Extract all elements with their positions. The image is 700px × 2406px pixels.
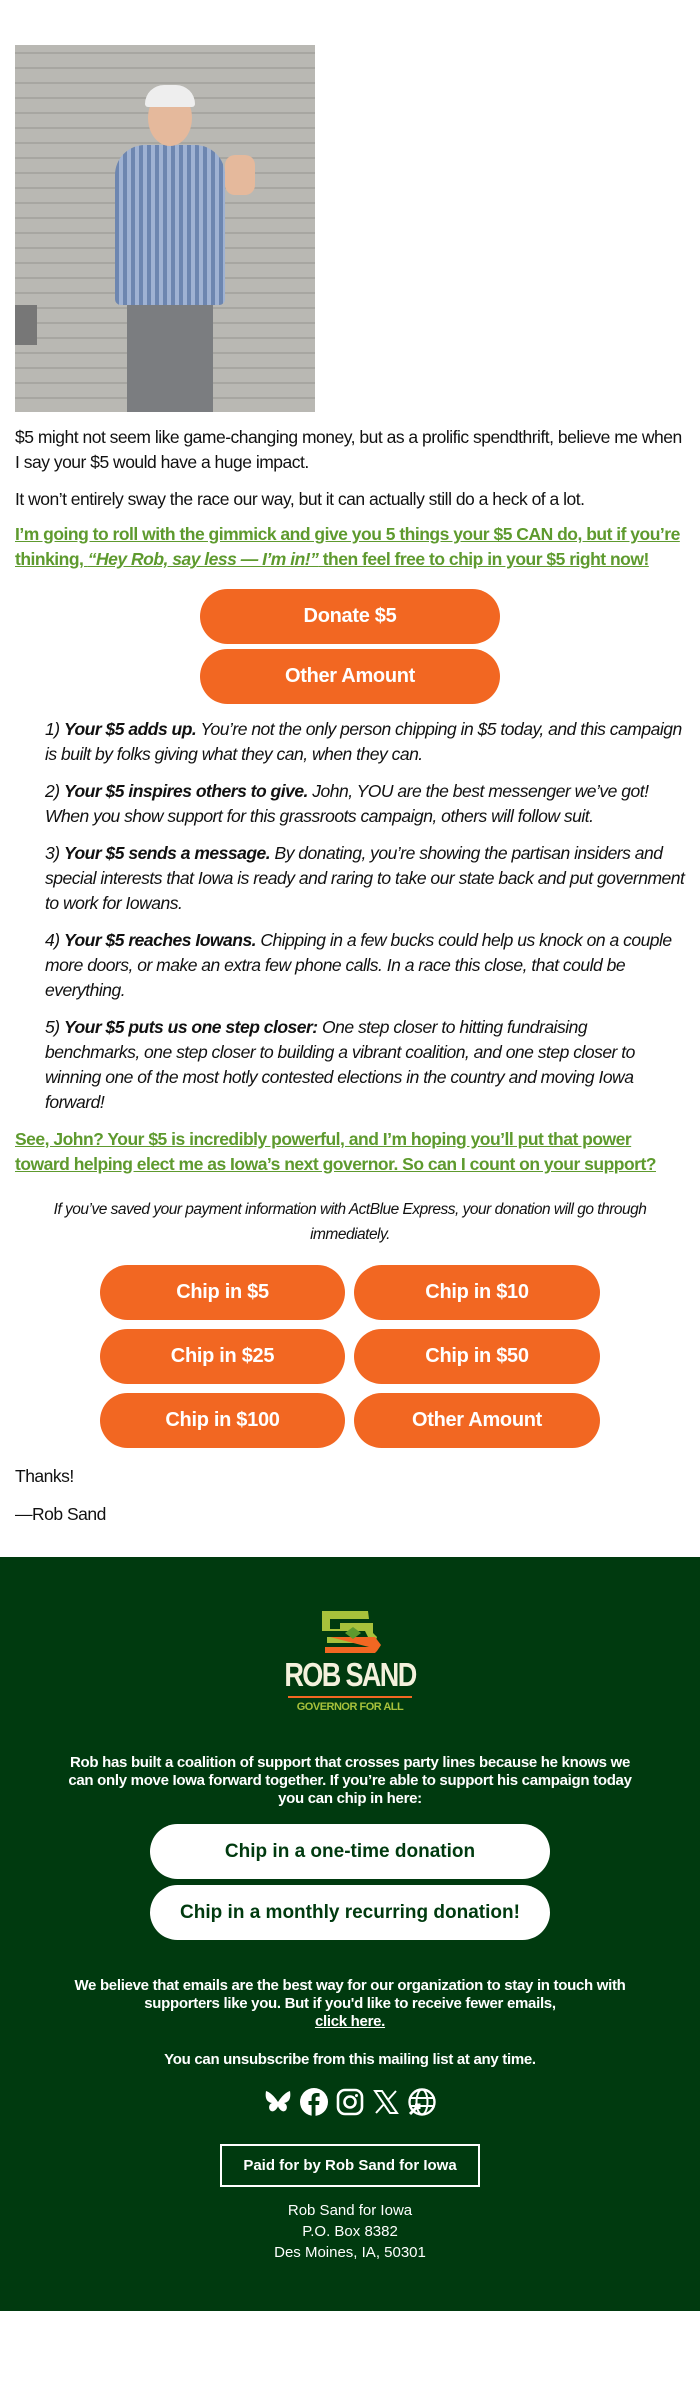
signature: —Rob Sand [15,1504,106,1524]
instagram-icon[interactable] [335,2087,365,2117]
link-quote[interactable]: “Hey Rob, say less — I’m in!” [87,549,319,569]
logo-name: ROB SAND [284,1656,416,1693]
address-line: Des Moines, IA, 50301 [274,2244,426,2261]
logo-arrow-line [288,1696,412,1698]
logo-tagline: GOVERNOR FOR ALL [296,1701,404,1713]
list-item: 4) Your $5 reaches Iowans. Chipping in a few bucks could help us knock on a couple more doors, or make an extra few phone calls. In a race this close, that could be everything. [45,930,672,1000]
emails-text: We believe that emails are the best way for our organization to stay in touch with supporters like you. But if you'd like to receive fewer emails, click here. [74,1977,626,2030]
social-icons [263,2087,437,2119]
one-time-donation-button[interactable]: Chip in a one-time donation [150,1824,550,1879]
actblue-note: If you’ve saved your payment information with ActBlue Express, your donation will go through immediately. [53,1201,647,1243]
monthly-donation-button[interactable]: Chip in a monthly recurring donation! [150,1885,550,1940]
intro-paragraph-1: $5 might not seem like game-changing money, but as a prolific spendthrift, believe me when I say your $5 would have a huge impact. [15,427,682,472]
candidate-photo [15,45,315,412]
footer [0,1557,700,2311]
chip-25-button[interactable]: Chip in $25 [100,1329,345,1384]
list-item: 3) Your $5 sends a message. By donating, you’re showing the partisan insiders and special interests that Iowa is ready and raring to take our state back and put government to work for Iowans. [45,843,685,913]
five-things-list [45,717,685,1115]
fewer-emails-link[interactable]: click here. [314,2013,386,2030]
chip-in-buttons [100,1265,600,1448]
list-item: 1) Your $5 adds up. You’re not the only person chipping in $5 today, and this campaign is built by folks giving what they can, when they can. [45,719,682,764]
gimmick-link[interactable] [15,522,685,572]
chip-10-button[interactable]: Chip in $10 [354,1265,600,1320]
mailing-address [200,2200,500,2263]
x-icon[interactable] [371,2087,401,2117]
link-text-end[interactable]: then feel free to chip in your $5 right now! [318,549,649,569]
donate-5-button[interactable]: Donate $5 [200,589,500,644]
link-text[interactable]: I’m going to roll with the gimmick and give you 5 things your $5 CAN do, but if you’re thinking, [15,524,680,569]
chip-5-button[interactable]: Chip in $5 [100,1265,345,1320]
chip-50-button[interactable]: Chip in $50 [354,1329,600,1384]
other-amount-button[interactable]: Other Amount [200,649,500,704]
top-donate-buttons [200,589,500,704]
website-icon[interactable] [407,2087,437,2117]
unsubscribe-text[interactable]: You can unsubscribe from this mailing list at any time. [164,2051,536,2068]
paid-for-disclaimer: Paid for by Rob Sand for Iowa [220,2144,480,2187]
logo-mark-icon [285,1609,415,1655]
support-link[interactable]: See, John? Your $5 is incredibly powerful, and I’m hoping you’ll put that power toward helping elect me as Iowa’s next governor. So can I count on your support? [15,1129,656,1174]
chip-other-button[interactable]: Other Amount [354,1393,600,1448]
chip-100-button[interactable]: Chip in $100 [100,1393,345,1448]
address-line: P.O. Box 8382 [302,2223,398,2240]
intro-paragraph-2: It won’t entirely sway the race our way, but it can actually still do a heck of a lot. [15,489,585,509]
address-line: Rob Sand for Iowa [287,2202,413,2219]
list-item: 5) Your $5 puts us one step closer: One step closer to hitting fundraising benchmarks, one step closer to building a vibrant coalition, and one step closer to winning one of the most hotly contested elections in the country and moving Iowa forward! [45,1017,635,1112]
rob-sand-logo [285,1609,415,1714]
facebook-icon[interactable] [299,2087,329,2117]
list-item: 2) Your $5 inspires others to give. John, YOU are the best messenger we’ve got! When you show support for this grassroots campaign, others will follow suit. [45,781,649,826]
coalition-text: Rob has built a coalition of support that crosses party lines because he knows we can only move Iowa forward together. If you’re able to support his campaign today you can chip in here: [68,1754,632,1807]
thanks-text: Thanks! [15,1466,74,1486]
bluesky-icon[interactable] [263,2087,293,2117]
